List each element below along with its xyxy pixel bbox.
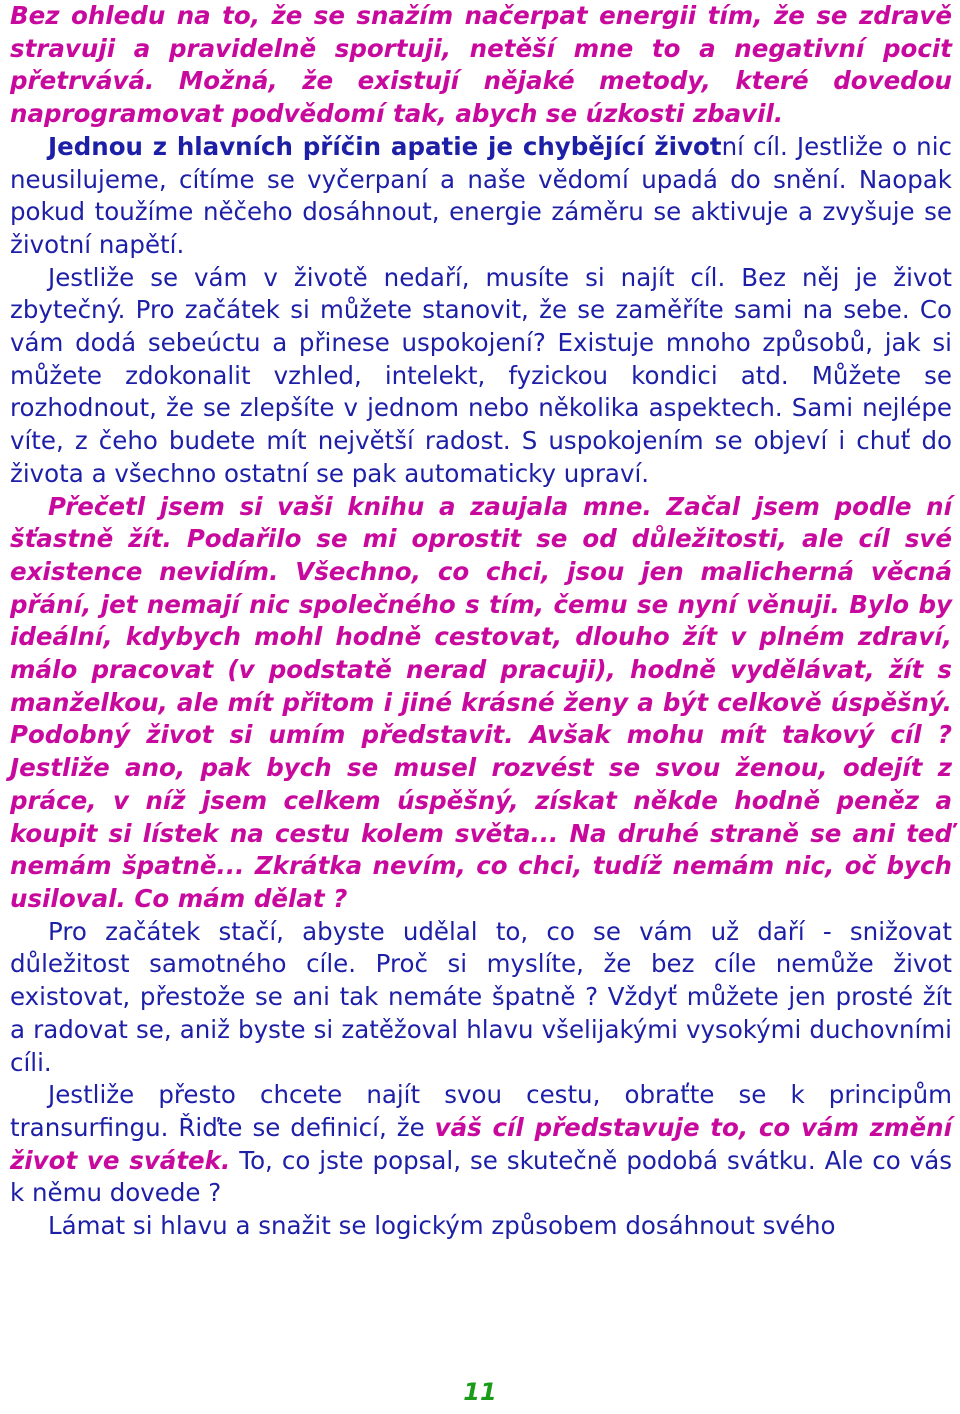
question-paragraph-2: Přečetl jsem si vaši knihu a zaujala mne. Začal jsem podle ní šťastně žít. Podařilo se mi oprostit se od důležitosti, ale cíl své existence nevidím. Všechno, co chci, jsou jen malicherná věcná přání, jet nemají nic společného s tím, čemu se nyní věnuji. Bylo by ideální, kdybych mohl hodně cestovat, dlouho žít v plném zdraví, málo pracovat (v podstatě nerad pracuji), hodně vydělávat, žít s manželkou, ale mít přitom i jiné krásné ženy a být celkově úspěšný. Podobný život si umím představit. Avšak mohu mít takový cíl ? Jestliže ano, pak bych se musel rozvést se svou ženou, odejít z práce, v níž jsem celkem úspěšný, získat někde hodně peněz a koupit si lístek na cestu kolem světa... Na druhé straně se ani teď nemám špatně... Zkrátka nevím, co chci, tudíž nemám nic, oč bych usiloval. Co mám dělat ? (10, 491, 952, 913)
answer-paragraph-1 (10, 131, 952, 262)
answer-text: Jestliže přesto chcete najít svou cestu, obraťte se k principům transurfingu. Řiďte se definicí, že (10, 1080, 952, 1142)
answer-paragraph-3: Pro začátek stačí, abyste udělal to, co se vám už daří - snižovat důležitost samotného cíle. Proč si myslíte, že bez cíle nemůže život existovat, přestože se ani tak nemáte špatně ? Vždyť můžete jen prosté žít a radovat se, aniž byste si zatěžoval hlavu všelijakými vysokými duchovními cíli. (10, 916, 952, 1077)
answer-emphasis: Jednou z hlavních příčin apatie je chybějící život (48, 131, 722, 161)
answer-paragraph-2: Jestliže se vám v životě nedaří, musíte si najít cíl. Bez něj je život zbytečný. Pro začátek si můžete stanovit, že se zaměříte sami na sebe. Co vám dodá sebeúctu a přinese uspokojení? Existuje mnoho způsobů, jak si můžete zdokonalit vzhled, intelekt, fyzickou kondici atd. Můžete se rozhodnout, že se zlepšíte v jednom nebo několika aspektech. Sami nejlépe víte, z čeho budete mít největší radost. S uspokojením se objeví i chuť do života a všechno ostatní se pak automaticky upraví. (10, 262, 952, 488)
answer-definition-emphasis: váš cíl představuje to, co vám změní život ve svátek. (10, 1112, 952, 1175)
document-page (10, 0, 952, 1243)
answer-text: To, co jste popsal, se skutečně podobá svátku. Ale co vás k němu dovede ? (10, 1145, 952, 1208)
answer-paragraph-4 (10, 1079, 952, 1210)
page-number: 11 (463, 1378, 497, 1406)
question-paragraph-1: Bez ohledu na to, že se snažím načerpat energii tím, že se zdravě stravuji a pravidelně sportuji, netěší mne to a negativní pocit přetrvává. Možná, že existují nějaké metody, které dovedou naprogramovat podvědomí tak, abych se úzkosti zbavil. (10, 1, 952, 129)
answer-paragraph-5: Lámat si hlavu a snažit se logickým způsobem dosáhnout svého (48, 1211, 836, 1241)
answer-text: ní cíl. Jestliže o nic neusilujeme, cítíme se vyčerpaní a naše vědomí upadá do snění. Naopak pokud toužíme něčeho dosáhnout, energie záměru se aktivuje a zvyšuje se životní napětí. (10, 131, 952, 259)
